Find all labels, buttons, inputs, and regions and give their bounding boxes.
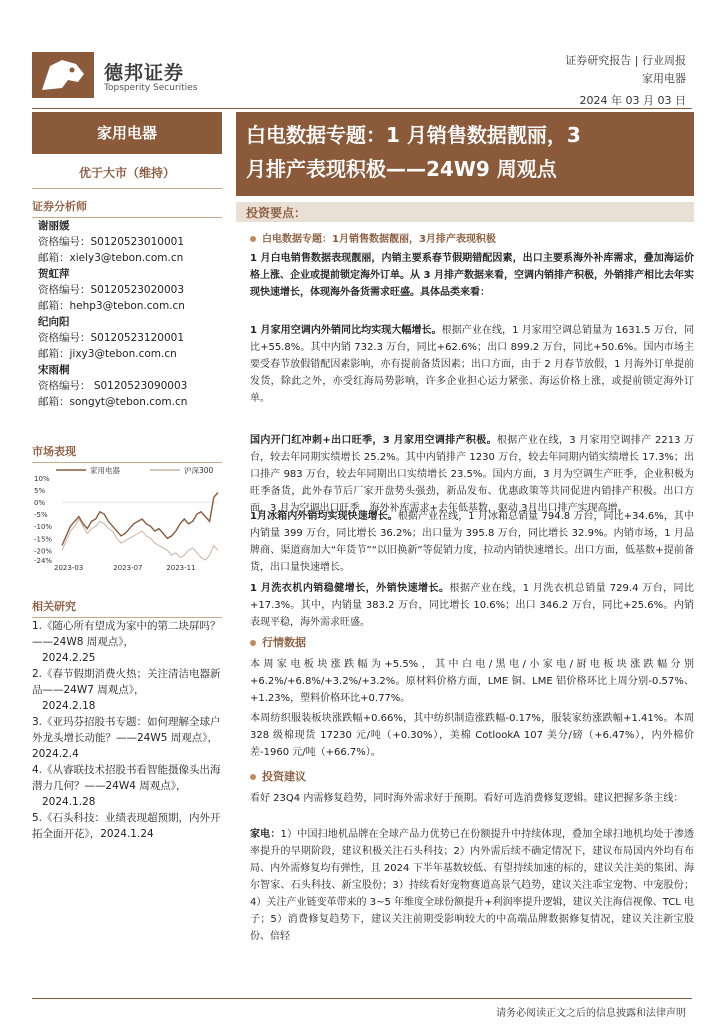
paragraph-market: 本周家电板块涨跌幅为+5.5%，其中白电/黑电/小家电/厨电板块涨跌幅分别+6.2%/+6.8%/+3.2%/+3.2%。原材料价格方面，LME 铜、LME 铝价格环比上周分别-0.57%、+1.23%，塑料价格环比+0.77%。 (250, 659, 694, 704)
x-tick-label: 2023-11 (166, 564, 196, 572)
invest-points-label: 投资要点： (246, 206, 307, 220)
logo-mark-icon (32, 52, 94, 98)
x-tick-label: 2023-03 (54, 564, 84, 572)
y-tick-label: -24% (34, 557, 53, 565)
rating-divider (32, 188, 222, 189)
y-tick-label: 0% (34, 499, 46, 508)
paragraph-text: 根据产业在线，1 月洗衣机总销量 729.4 万台，同比+17.3%。其中，内销量 383.2 万台，同比增长 10.6%；出口 346.2 万台，同比+25.6%。内销表现平稳，海外需求旺盛。 (250, 583, 694, 628)
bullet-icon (250, 774, 256, 780)
analyst-block (38, 218, 187, 410)
section-heading-1: 白电数据专题：1月销售数据靓丽，3月排产表现积极 (250, 230, 496, 245)
related-item[interactable]: 2.《春节假期消费火热；关注清洁电器新品——24W7 周观点》， (32, 668, 221, 696)
footer-disclaimer: 请务必阅读正文之后的信息披露和法律声明 (496, 1008, 686, 1019)
company-name-cn: 德邦证券 (104, 62, 185, 84)
related-item[interactable]: 3.《亚玛芬招股书专题：如何理解全球户外龙头增长动能？——24W5 周观点》，2024.2.4 (32, 716, 221, 760)
related-item[interactable]: 1.《随心所有望成为家中的第二块屏吗？——24W8 周观点》， (32, 620, 221, 648)
series-line-csi300 (62, 519, 218, 560)
paragraph-summary: 1 月白电销售数据表现靓丽，内销主要系春节假期错配因素，出口主要系海外补库需求，叠加海运价格上涨、企业或提前锁定海外订单。从 3 月排产数据来看，空调内销排产积极，外销排产相比去年实现快速增长，体现海外备货需求旺盛。具体品类来看： (250, 253, 694, 298)
footer-divider (32, 998, 692, 999)
paragraph-advice: 看好 23Q4 内需修复趋势，同时海外需求好于预期。看好可选消费修复逻辑。建议把握多条主线： (250, 793, 684, 804)
related-item[interactable]: 5.《石头科技：业绩表现超预期，内外开拓全面开花》，2024.1.24 (32, 812, 221, 840)
legend-label: 家用电器 (90, 466, 120, 475)
rating: 优于大市（维持） (78, 166, 175, 180)
analyst-cert: 资格编号：S0120523020003 (38, 284, 185, 296)
industry-label: 家用电器 (32, 112, 222, 154)
report-date: 2024 年 03 月 03 日 (579, 94, 686, 107)
paragraph-text: 根据产业在线，1 月家用空调总销量为 1631.5 万台，同比+55.8%。其中内销 732.3 万台，同比+62.6%；出口 899.2 万台，同比+50.6%。国内市场主要受春节放假错配因素影响，亦有提前备货因素；出口方面，由于 2 月春节放假，1 月海外订单提前发货，除此之外，亦受红海局势影响，许多企业担心运力紧张、海运价格上涨，或提前锁定海外订单。 (250, 325, 694, 404)
related-list (32, 618, 222, 842)
report-title (236, 112, 694, 196)
paragraph-text: 1）中国扫地机品牌在全球产品力优势已在份额提升中持续体现，叠加全球扫地机均处于渗透率提升的早期阶段，建议积极关注石头科技；2）内外需后续不确定情况下，建议布局国内外均有布局、内外需修复均有弹性，且 2024 下半年基数较低、有望持续加速的标的，建议关注美的集团、海尔智家、石头科技、新宝股份；3）持续看好宠物赛道高景气趋势，建议关注乖宝宠物、中宠股份；4）关注产业链变革带来的 3~5 年维度全球份额提升+利润率提升逻辑，建议关注海信视像、TCL 电子；5）消费修复趋势下，建议关注前期受影响较大的中高端品牌数据修复情况，建议关注新宝股份、倍轻 (250, 829, 695, 942)
y-tick-label: -20% (34, 547, 53, 556)
paragraph-lead: 国内开门红冲刺+出口旺季，3 月家用空调排产积极。 (250, 435, 497, 446)
related-item-date: 2024.2.18 (42, 700, 96, 712)
paragraph-lead: 1 月洗衣机内销稳健增长，外销快速增长。 (250, 583, 450, 594)
analyst-cert: 资格编号：S0120523010001 (38, 236, 185, 248)
header-industry: 家用电器 (642, 72, 686, 85)
legend-label: 沪深300 (184, 466, 214, 475)
paragraph-text: 根据产业在线，1 月冰箱总销量 794.8 万台，同比+34.6%，其中内销量 399 万台，同比增长 36.2%；出口量为 395.8 万台，同比增长 32.9%。内销市场，1 月品牌商、渠道商加大“年货节”“以旧换新”等促销力度，拉动内销快速增长。出口方面，低基数+提前备货，出口量快速增长。 (250, 511, 694, 573)
title-line2: 月排产表现积极——24W9 周观点 (246, 157, 557, 181)
analyst-email[interactable]: 邮箱：hehp3@tebon.com.cn (38, 300, 185, 312)
analysts-title: 证券分析师 (32, 198, 222, 218)
related-item[interactable]: 4.《从睿联技术招股书看智能摄像头出海潜力几何？——24W4 周观点》， (32, 764, 221, 792)
analyst-name: 纪向阳 (38, 316, 70, 328)
x-tick-label: 2023-07 (113, 564, 143, 572)
analyst-cert: 资格编号：S0120523120001 (38, 332, 185, 344)
series-line-home-appliance (62, 493, 218, 546)
y-tick-label: 5% (34, 487, 46, 496)
analyst-name: 贺虹萍 (38, 268, 70, 280)
y-tick-label: 10% (34, 475, 50, 483)
bullet-icon (250, 640, 256, 646)
paragraph-fridge (250, 508, 694, 576)
related-item-date: 2024.1.28 (42, 796, 96, 808)
bullet-icon (250, 236, 256, 242)
company-logo (32, 52, 94, 98)
paragraph-lead: 1 月家用空调内外销同比均实现大幅增长。 (250, 325, 442, 336)
market-title: 市场表现 (32, 443, 222, 463)
header-divider (32, 108, 692, 109)
paragraph-home-appliance (250, 826, 694, 945)
section-heading-3: 投资建议 (250, 768, 306, 784)
analyst-email[interactable]: 邮箱：jixy3@tebon.com.cn (38, 348, 177, 360)
report-type: 证券研究报告 | 行业周报 (565, 54, 686, 67)
paragraph-lead: 1月冰箱内外销均实现快速增长。 (250, 511, 398, 522)
paragraph-textile: 本周纺织服装板块涨跌幅+0.66%，其中纺织制造涨跌幅-0.17%，服装家纺涨跌幅+1.41%。本周 328 级棉现货 17230 元/吨（+0.30%），美棉 CotlookA 107 美分/磅（+6.47%），内外棉价差-1960 元/吨（+66.7%）。 (250, 713, 694, 758)
related-title: 相关研究 (32, 598, 222, 618)
paragraph-ac (250, 322, 694, 407)
paragraph-ac-production (250, 432, 694, 517)
market-chart (32, 462, 222, 574)
title-line1: 白电数据专题：1 月销售数据靓丽，3 (246, 123, 581, 147)
analyst-name: 宋雨桐 (38, 364, 70, 376)
related-item-date: 2024.2.25 (42, 652, 96, 664)
y-tick-label: -5% (34, 511, 48, 520)
y-tick-label: -15% (34, 535, 53, 544)
paragraph-text: 根据产业在线，3 月家用空调排产 2213 万台，较去年同期实绩增长 25.2%。其中内销排产 1230 万台，较去年同期内销实绩增长 17.3%；出口排产 983 万台，较去年同期出口实绩增长 23.5%。国内方面，3 月为空调生产旺季，企业积极为旺季备货，此外春节后厂家开盘势头强劲，新品发布、优惠政策等共同促进内销排产积极。出口方面，3 月为空调出口旺季，海外补库需求+去年低基数，驱动 3月出口排产实现高增。 (250, 435, 694, 514)
analyst-cert: 资格编号： S0120523090003 (38, 380, 188, 392)
company-name-en: Topsperity Securities (104, 83, 198, 93)
y-tick-label: -10% (34, 523, 53, 532)
analyst-name: 谢丽媛 (38, 220, 70, 232)
analyst-email[interactable]: 邮箱：xiely3@tebon.com.cn (38, 252, 184, 264)
paragraph-lead: 家电： (250, 829, 281, 840)
paragraph-washer (250, 580, 694, 631)
section-heading-2: 行情数据 (250, 634, 306, 650)
analyst-email[interactable]: 邮箱：songyt@tebon.com.cn (38, 396, 188, 408)
